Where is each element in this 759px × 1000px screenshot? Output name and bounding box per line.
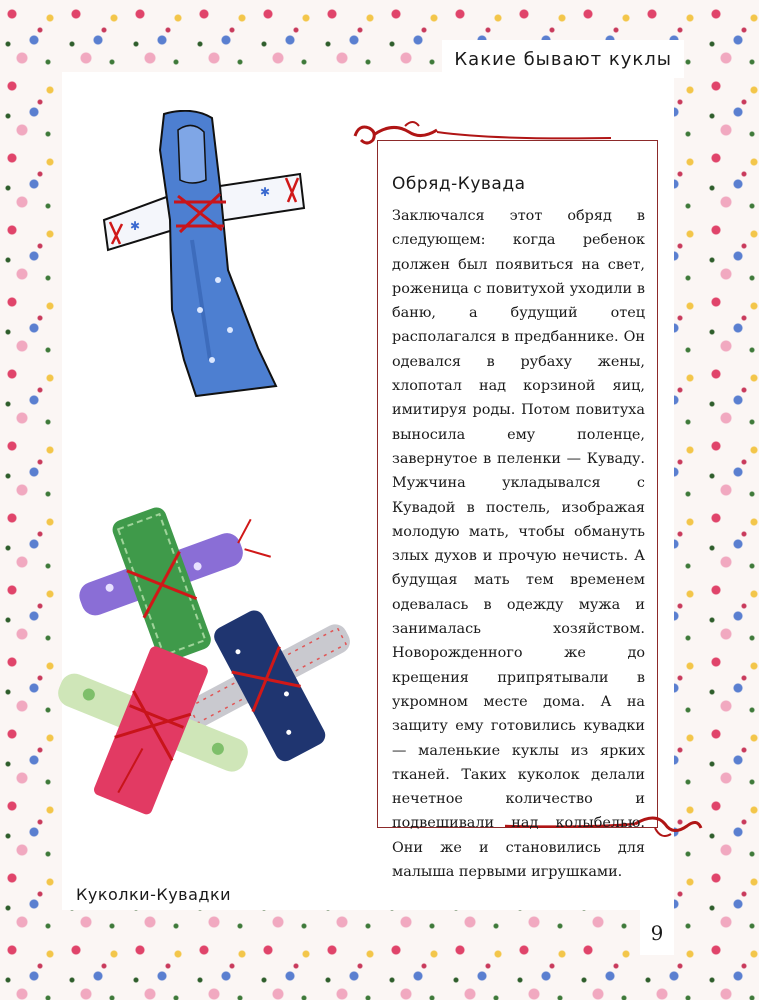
svg-text:✱: ✱ [130,219,141,233]
page-number: 9 [650,920,664,945]
illustration-caption-box [62,878,256,910]
illustration-caption: Куколки-Кувадки [76,884,232,904]
top-flourish-icon [345,118,615,152]
page-number-box [640,910,674,955]
chapter-header [442,40,684,78]
chapter-title: Какие бывают куклы [454,48,672,70]
svg-text:✱: ✱ [260,185,271,199]
article-title: Обряд-Кувада [392,174,526,194]
article-body [392,204,645,884]
article-body-text: Заключался этот обряд в следующем: когда ребенок должен был появиться на свет, роженица с повитухой уходили в баню, а будущий отец располагался в предбаннике. Он одевался в рубаху жены, хлопотал над корзиной яиц, имитируя роды. Потом повитуха выносила ему поленце, завернутое в пеленки — Куваду. Мужчина укладывался с Кувадой в постель, изображая молодую мать, чтобы обмануть злых духов и прочую нечисть. А будущая мать тем временем одевалась в одежду мужа и занималась хозяйством. Новорожденного же до крещения припрятывали в укромном месте дома. А на защиту ему готовились кувадки — маленькие куклы из ярких тканей. Таких куколок делали нечетное количество и подвешивали над колыбелью. Они же и становились для малыша первыми игрушками. [392,208,645,881]
fabric-dolls-illustration [40,500,370,830]
blue-doll-illustration [100,110,330,400]
